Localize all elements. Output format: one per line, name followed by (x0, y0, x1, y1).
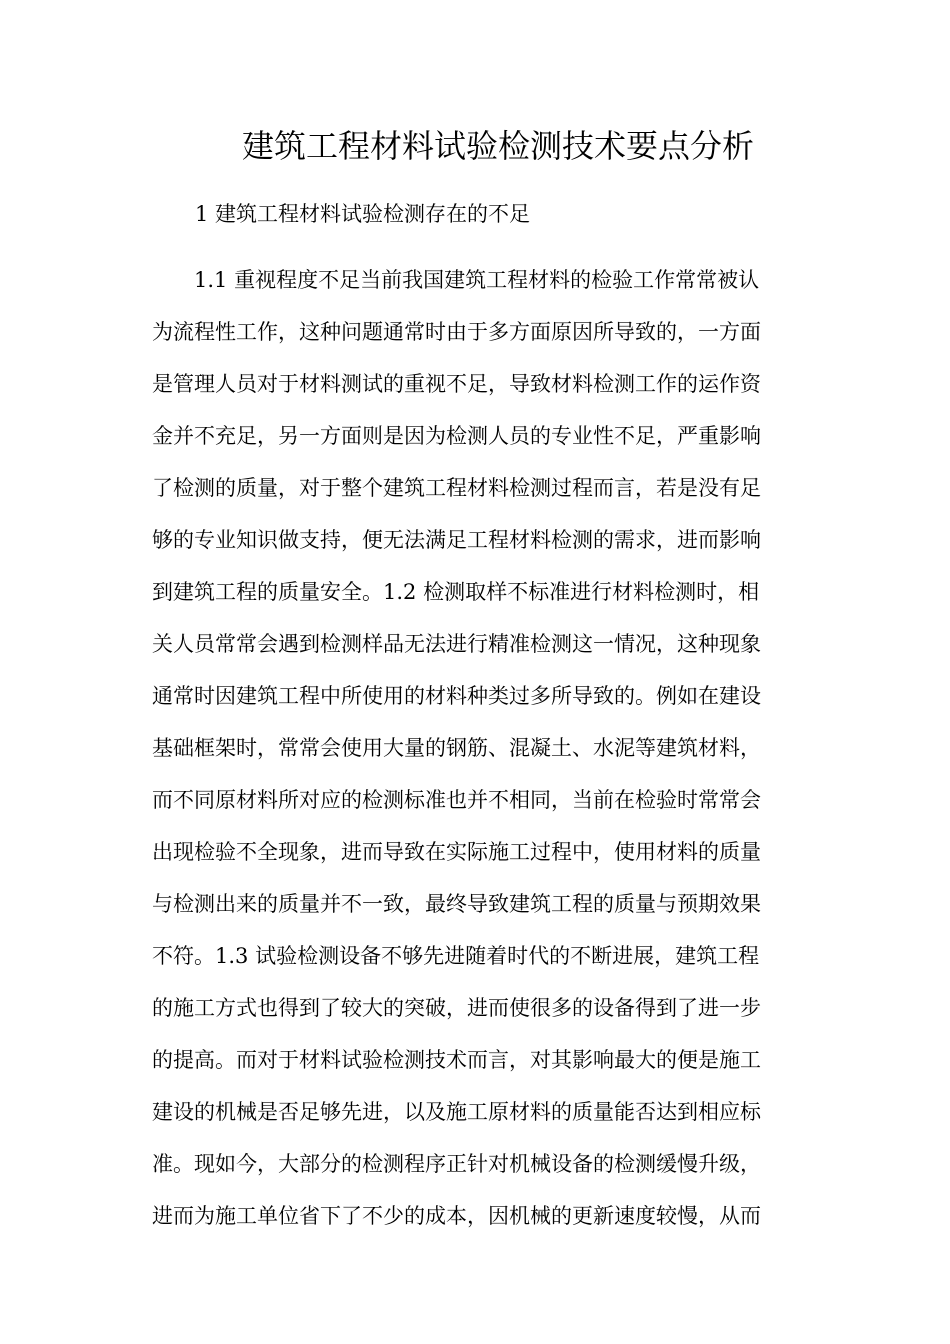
body-line: 是管理人员对于材料测试的重视不足，导致材料检测工作的运作资 (152, 372, 761, 396)
body-line: 金并不充足，另一方面则是因为检测人员的专业性不足，严重影响 (152, 424, 761, 448)
body-line: 1.1 重视程度不足当前我国建筑工程材料的检验工作常常被认 (152, 268, 760, 292)
body-line: 的施工方式也得到了较大的突破，进而使很多的设备得到了进一步 (152, 996, 761, 1020)
body-line: 够的专业知识做支持，便无法满足工程材料检测的需求，进而影响 (152, 528, 761, 552)
body-line: 建设的机械是否足够先进，以及施工原材料的质量能否达到相应标 (152, 1100, 761, 1124)
body-line: 进而为施工单位省下了不少的成本，因机械的更新速度较慢，从而 (152, 1204, 761, 1228)
body-line: 关人员常常会遇到检测样品无法进行精准检测这一情况，这种现象 (152, 632, 761, 656)
body-line: 与检测出来的质量并不一致，最终导致建筑工程的质量与预期效果 (152, 892, 761, 916)
section-heading: 1 建筑工程材料试验检测存在的不足 (195, 202, 531, 226)
body-line: 的提高。而对于材料试验检测技术而言，对其影响最大的便是施工 (152, 1048, 761, 1072)
body-line: 基础框架时，常常会使用大量的钢筋、混凝土、水泥等建筑材料， (152, 736, 761, 760)
document-title: 建筑工程材料试验检测技术要点分析 (242, 127, 755, 165)
body-line: 为流程性工作，这种问题通常时由于多方面原因所导致的，一方面 (152, 320, 761, 344)
body-line: 而不同原材料所对应的检测标准也并不相同，当前在检验时常常会 (152, 788, 761, 812)
body-line: 到建筑工程的质量安全。1.2 检测取样不标准进行材料检测时，相 (152, 580, 760, 604)
body-line: 通常时因建筑工程中所使用的材料种类过多所导致的。例如在建设 (152, 684, 761, 708)
body-line: 了检测的质量，对于整个建筑工程材料检测过程而言，若是没有足 (152, 476, 761, 500)
body-line: 准。现如今，大部分的检测程序正针对机械设备的检测缓慢升级， (152, 1152, 761, 1176)
body-line: 出现检验不全现象，进而导致在实际施工过程中，使用材料的质量 (152, 840, 761, 864)
body-line: 不符。1.3 试验检测设备不够先进随着时代的不断进展，建筑工程 (152, 944, 760, 968)
